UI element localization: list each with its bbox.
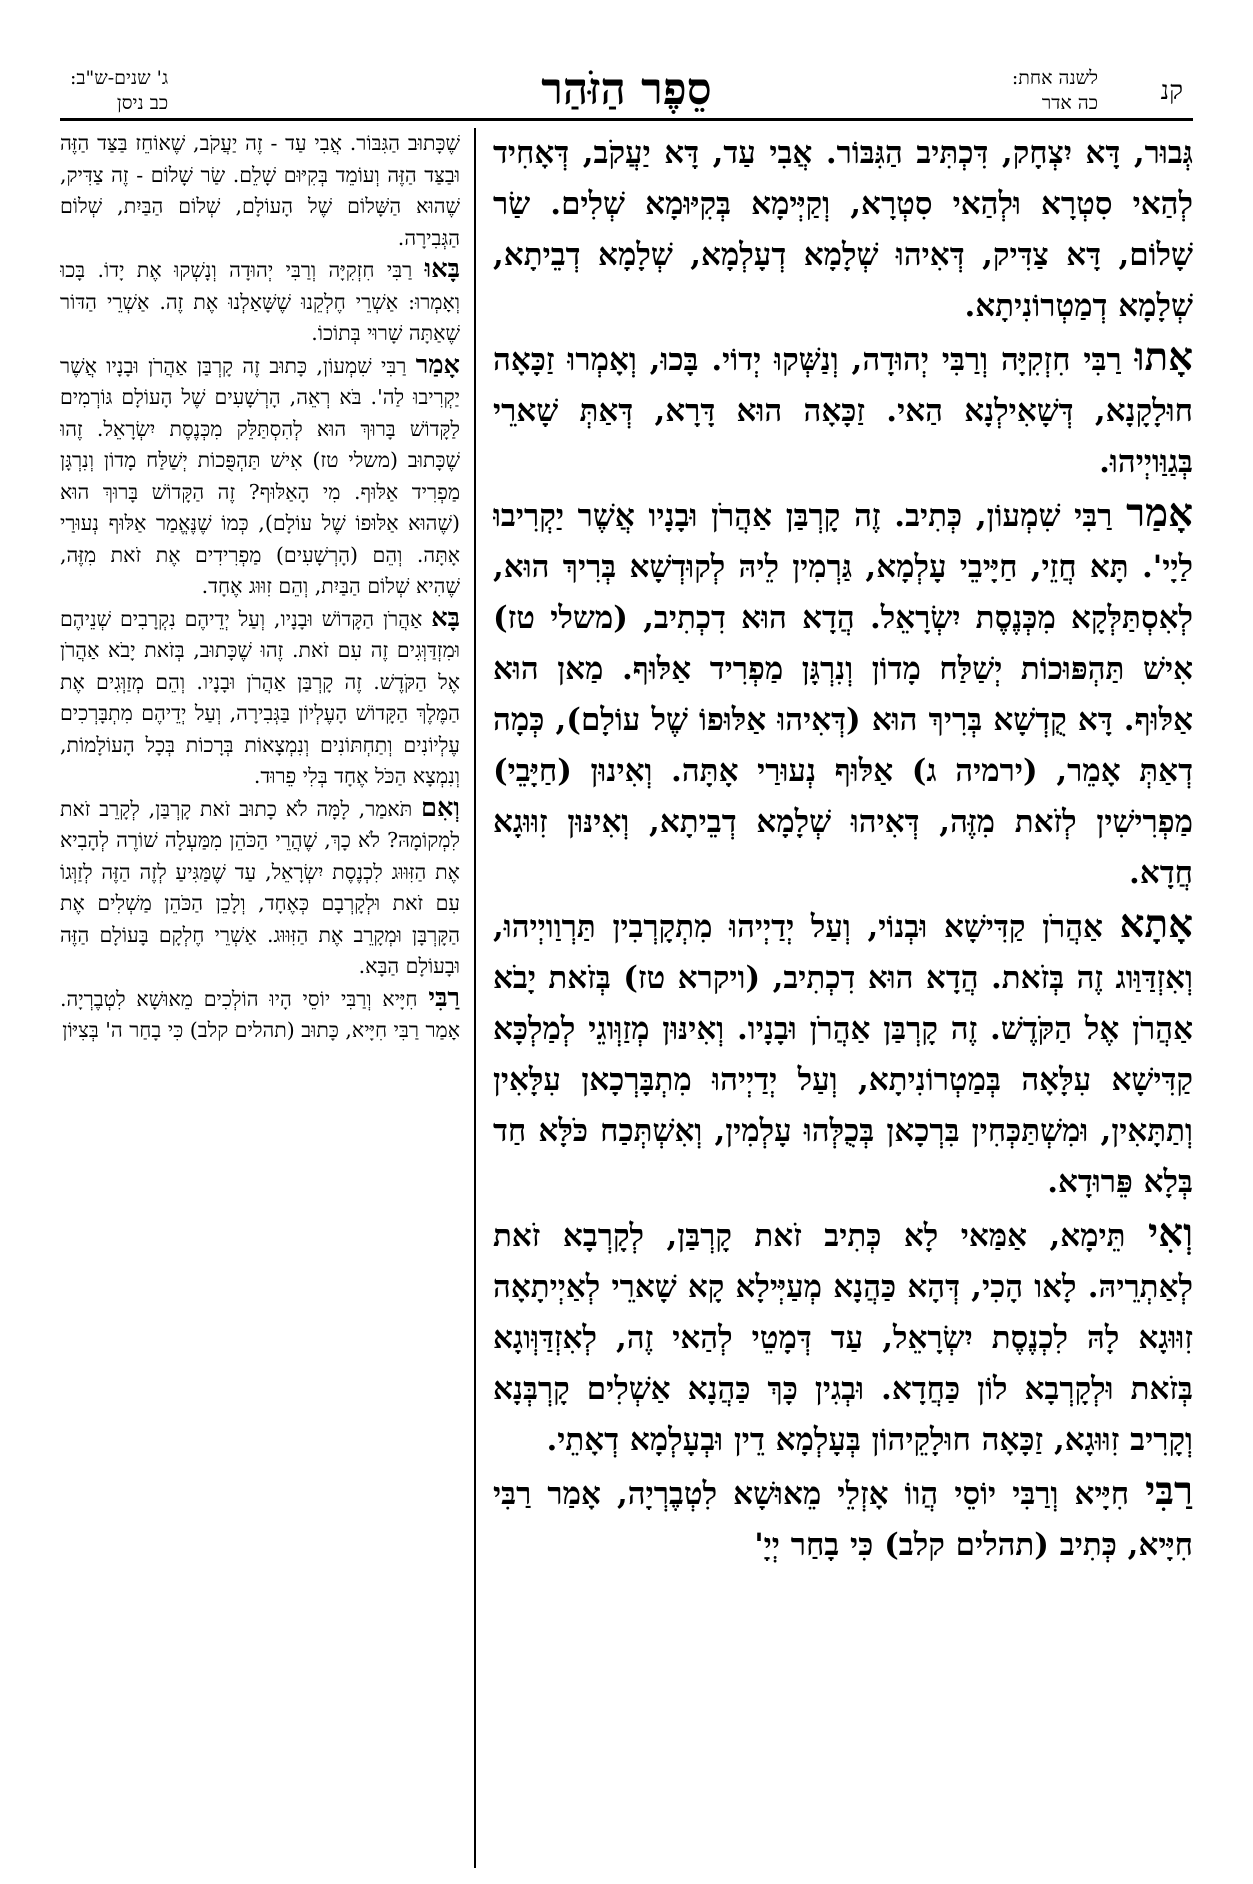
side-paragraph	[60, 983, 460, 1047]
paragraph-lead-word: וְאִי	[1148, 1211, 1193, 1256]
side-paragraph	[60, 254, 460, 350]
schedule-three-years-label: ג' שנים-ש"ב:	[70, 67, 169, 89]
schedule-three-years	[70, 66, 168, 116]
main-paragraph-text: תֵּימָא, אַמַּאי לָא כְּתִיב זֹאת קָרְבַּן, לְקָרְבָא זֹאת לְאַתְרֵיהּ. לָאו הָכִי, דְּהָא כַּהֲנָא מְעַיְּילָא קָא שָׁארֵי לְאַיְיתָאָה זִוּוּגָא לָהּ לִכְנֶסֶת יִשְׂרָאֵל, עַד דְּמָטֵי לְהַאי זֶה, לְאִזְדַּוְּוגָא בְּזֹאת וּלְקָרְבָא לוֹן כַּחֲדָא. וּבְגִין כָּךְ כַּהֲנָא אַשְׁלִים קָרְבְּנָא וְקָרִיב זִוּוּגָא, זַכָּאָה חוּלָקֵיהוֹן בְּעָלְמָא דֵין וּבְעָלְמָא דְאָתֵי.	[493, 1218, 1193, 1458]
side-paragraph	[60, 350, 460, 603]
side-paragraph	[60, 793, 460, 983]
schedule-one-year-label: לשנה אחת:	[1011, 67, 1098, 89]
book-title: סֵפֶר הַזֹּהַר	[541, 64, 712, 115]
side-paragraph-text: שֶׁכָּתוּב הַגִּבּוֹר. אֲבִי עַד - זֶה יַעֲקֹב, שֶׁאוֹחֵז בַּצַּד הַזֶּה וּבַצַּד הַזֶּה וְעוֹמֵד בְּקִיּוּם שָׁלֵם. שַׂר שָׁלוֹם - זֶה צַדִּיק, שֶׁהוּא הַשָּׁלוֹם שֶׁל הָעוֹלָם, שְׁלוֹם הַבַּיִת, שְׁלוֹם הַגְּבִירָה.	[60, 131, 460, 250]
main-paragraph-text: גְּבוּר, דָּא יִצְחָק, דִּכְתִּיב הַגִּבּוֹר. אֲבִי עַד, דָּא יַעֲקֹב, דְּאָחִיד לְהַאי סִטְרָא וּלְהַאי סִטְרָא, וְקַיְּימָא בְּקִיּוּמָא שְׁלִים. שַׂר שָׁלוֹם, דָּא צַדִּיק, דְּאִיהוּ שְׁלָמָא דְעָלְמָא, שְׁלָמָא דְבֵיתָא, שְׁלָמָא דְמַטְרוֹנִיתָא.	[493, 135, 1193, 324]
paragraph-lead-word: בָּא	[431, 602, 460, 633]
side-paragraph	[60, 128, 460, 254]
header-rule	[60, 118, 1193, 121]
main-paragraph	[493, 899, 1193, 1208]
side-paragraph-text: רַבִּי חִזְקִיָּה וְרַבִּי יְהוּדָה וְנָשְׁקוּ אֶת יָדוֹ. בָּכוּ וְאָמְרוּ: אַשְׁרֵי חֶלְקֵנוּ שֶׁשָּׁאַלְנוּ אֶת זֶה. אַשְׁרֵי הַדּוֹר שֶׁאַתָּה שָׁרוּי בְּתוֹכוֹ.	[60, 258, 460, 345]
side-paragraph-text: חִיָּיא וְרַבִּי יוֹסֵי הָיוּ הוֹלְכִים מֵאוּשָׁא לִטְבֶרְיָה. אָמַר רַבִּי חִיָּיא, כָּתוּב (תהלים קלב) כִּי בָחַר ה' בְּצִיּוֹן	[60, 986, 460, 1042]
paragraph-lead-word: אָמַר	[415, 349, 460, 380]
schedule-one-year-date: כה אדר	[1041, 92, 1098, 114]
side-paragraph-text: תֹּאמַר, לָמָּה לֹא כָתוּב זֹאת קָרְבַּן, לְקָרֵב זֹאת לִמְקוֹמָהּ? לֹא כָךְ, שֶׁהֲרֵי הַכֹּהֵן מִמַּעְלָה שׁוֹרֶה לְהָבִיא אֶת הַזִּוּוּג לִכְנֶסֶת יִשְׂרָאֵל, עַד שֶׁמַּגִּיעַ לְזֶה הַזֶּה לְזַוְּגוֹ עִם זֹאת וּלְקָרְבָם כְּאֶחָד, וְלָכֵן הַכֹּהֵן מַשְׁלִים אֶת הַקָּרְבָּן וּמְקָרֵב אֶת הַזִּוּוּג. אַשְׁרֵי חֶלְקָם בָּעוֹלָם הַזֶּה וּבָעוֹלָם הַבָּא.	[60, 796, 460, 978]
main-paragraph-text: רַבִּי חִזְקִיָּה וְרַבִּי יְהוּדָה, וְנַשְּׁקוּ יְדוֹי. בָּכוּ, וְאָמְרוּ זַכָּאָה חוּלָקָנָא, דְּשָׁאִילְנָא הַאי. זַכָּאָה הוּא דָּרָא, דְּאַתְּ שָׁארֵי בְּגַוַּויְיהוּ.	[493, 342, 1193, 480]
main-paragraph	[493, 1466, 1193, 1571]
hebrew-translation-column	[60, 128, 460, 1868]
main-paragraph-text: אַהֲרֹן קַדִּישָׁא וּבְנוֹי, וְעַל יְדַיְיהוּ מִתְקָרְבִין תַּרְוַויְיהוּ, וְאִזְדַּוַּוג זֶה בְּזֹאת. הֲדָא הוּא דִכְתִיב, (ויקרא טז) בְּזֹאת יָבֹא אַהֲרֹן אֶל הַקֹּדֶשׁ. זֶה קָרְבַּן אַהֲרֹן וּבָנָיו. וְאִינּוּן מְזַוְּוגֵי לְמַלְכָּא קַדִּישָׁא עִלָּאָה בְּמַטְרוֹנִיתָא, וְעַל יְדַיְיהוּ מִתְבָּרְכָאן עִלָּאִין וְתַתָּאִין, וּמִשְׁתַּכְּחִין בִּרְכָאן בְּכֻלְּהוּ עָלְמִין, וְאִשְׁתְּכַח כֹּלָּא חַד בְּלָא פֵּרוּדָא.	[493, 909, 1193, 1200]
paragraph-lead-word: וְאִם	[421, 792, 460, 823]
main-paragraph	[493, 128, 1193, 332]
paragraph-lead-word: אָמַר	[1126, 491, 1193, 536]
page-header	[60, 62, 1193, 122]
main-paragraph	[493, 332, 1193, 488]
column-divider	[474, 128, 476, 1868]
paragraph-lead-word: אָתָא	[1119, 902, 1193, 947]
aramaic-column	[493, 128, 1193, 1868]
paragraph-lead-word: בָּאוּ	[424, 254, 460, 284]
schedule-three-years-date: כב ניסן	[116, 92, 169, 114]
schedule-one-year	[1012, 66, 1098, 116]
main-paragraph-text: חִיָּיא וְרַבִּי יוֹסֵי הֲווֹ אָזְלֵי מֵאוּשָׁא לִטְבֶרְיָה, אָמַר רַבִּי חִיָּיא, כְּתִיב (תהלים קלב) כִּי בָחַר יְיָ'	[493, 1476, 1193, 1563]
main-paragraph	[493, 488, 1193, 899]
side-paragraph-text: אַהֲרֹן הַקָּדוֹשׁ וּבָנָיו, וְעַל יְדֵיהֶם נִקְרָבִים שְׁנֵיהֶם וּמִזְדַּוְּגִים זֶה עִם זֹאת. זֶהוּ שֶׁכָּתוּב, בְּזֹאת יָבֹא אַהֲרֹן אֶל הַקֹּדֶשׁ. זֶה קָרְבַּן אַהֲרֹן וּבָנָיו. וְהֵם מְזַוְּגִים אֶת הַמֶּלֶךְ הַקָּדוֹשׁ הָעֶלְיוֹן בַּגְּבִירָה, וְעַל יְדֵיהֶם מִתְבָּרְכִים עֶלְיוֹנִים וְתַחְתּוֹנִים וְנִמְצָאוֹת בְּרָכוֹת בְּכָל הָעוֹלָמוֹת, וְנִמְצָא הַכֹּל אֶחָד בְּלִי פֵרוּד.	[60, 606, 460, 788]
page-number: קנ	[1160, 76, 1183, 106]
side-paragraph-text: רַבִּי שִׁמְעוֹן, כָּתוּב זֶה קָרְבַּן אַהֲרֹן וּבָנָיו אֲשֶׁר יַקְרִיבוּ לַה'. בֹּא רְאֵה, הָרְשָׁעִים שֶׁל הָעוֹלָם גּוֹרְמִים לַקָּדוֹשׁ בָּרוּךְ הוּא לְהִסְתַּלֵּק מִכְּנֶסֶת יִשְׂרָאֵל. זֶהוּ שֶׁכָּתוּב (משלי טז) אִישׁ תַּהְפֻּכוֹת יְשַׁלַּח מָדוֹן וְנִרְגָּן מַפְרִיד אַלּוּף. מִי הָאַלּוּף? זֶה הַקָּדוֹשׁ בָּרוּךְ הוּא (שֶׁהוּא אַלּוּפוֹ שֶׁל עוֹלָם), כְּמוֹ שֶׁנֶּאֱמַר אַלּוּף נְעוּרַי אָתָּה. וְהֵם (הָרְשָׁעִים) מַפְרִידִים אֶת זֹאת מִזֶּה, שֶׁהִיא שְׁלוֹם הַבַּיִת, וְהֵם זִוּוּג אֶחָד.	[60, 353, 460, 598]
main-paragraph-text: רַבִּי שִׁמְעוֹן, כְּתִיב. זֶה קָרְבַּן אַהֲרֹן וּבָנָיו אֲשֶׁר יַקְרִיבוּ לַיָי'. תָּא חֲזֵי, חַיָּיבֵי עָלְמָא, גַּרְמִין לֵיהּ לְקוּדְשָׁא בְּרִיךְ הוּא, לְאִסְתַּלְּקָא מִכְּנֶסֶת יִשְׂרָאֵל. הֲדָא הוּא דִכְתִיב, (משלי טז) אִישׁ תַּהְפּוּכוֹת יְשַׁלַּח מָדוֹן וְנִרְגָּן מַפְרִיד אַלּוּף. מַאן הוּא אַלּוּף. דָּא קֻדְשָׁא בְּרִיךְ הוּא (דְּאִיהוּ אַלּוּפוֹ שֶׁל עוֹלָם), כְּמָה דְאַתְּ אָמֵר, (ירמיה ג) אַלּוּף נְעוּרַי אָתָּה. וְאִינוּן (חַיָּבֵי) מַפְרִישִׁין לְזֹאת מִזֶּה, דְּאִיהוּ שְׁלָמָא דְבֵיתָא, וְאִינּוּן זִוּוּגָא חֲדָא.	[493, 498, 1193, 891]
side-paragraph	[60, 603, 460, 793]
paragraph-lead-word: רַבִּי	[1145, 1469, 1193, 1514]
paragraph-lead-word: אָתוּ	[1134, 335, 1193, 380]
main-paragraph	[493, 1208, 1193, 1466]
paragraph-lead-word: רַבִּי	[428, 982, 460, 1013]
